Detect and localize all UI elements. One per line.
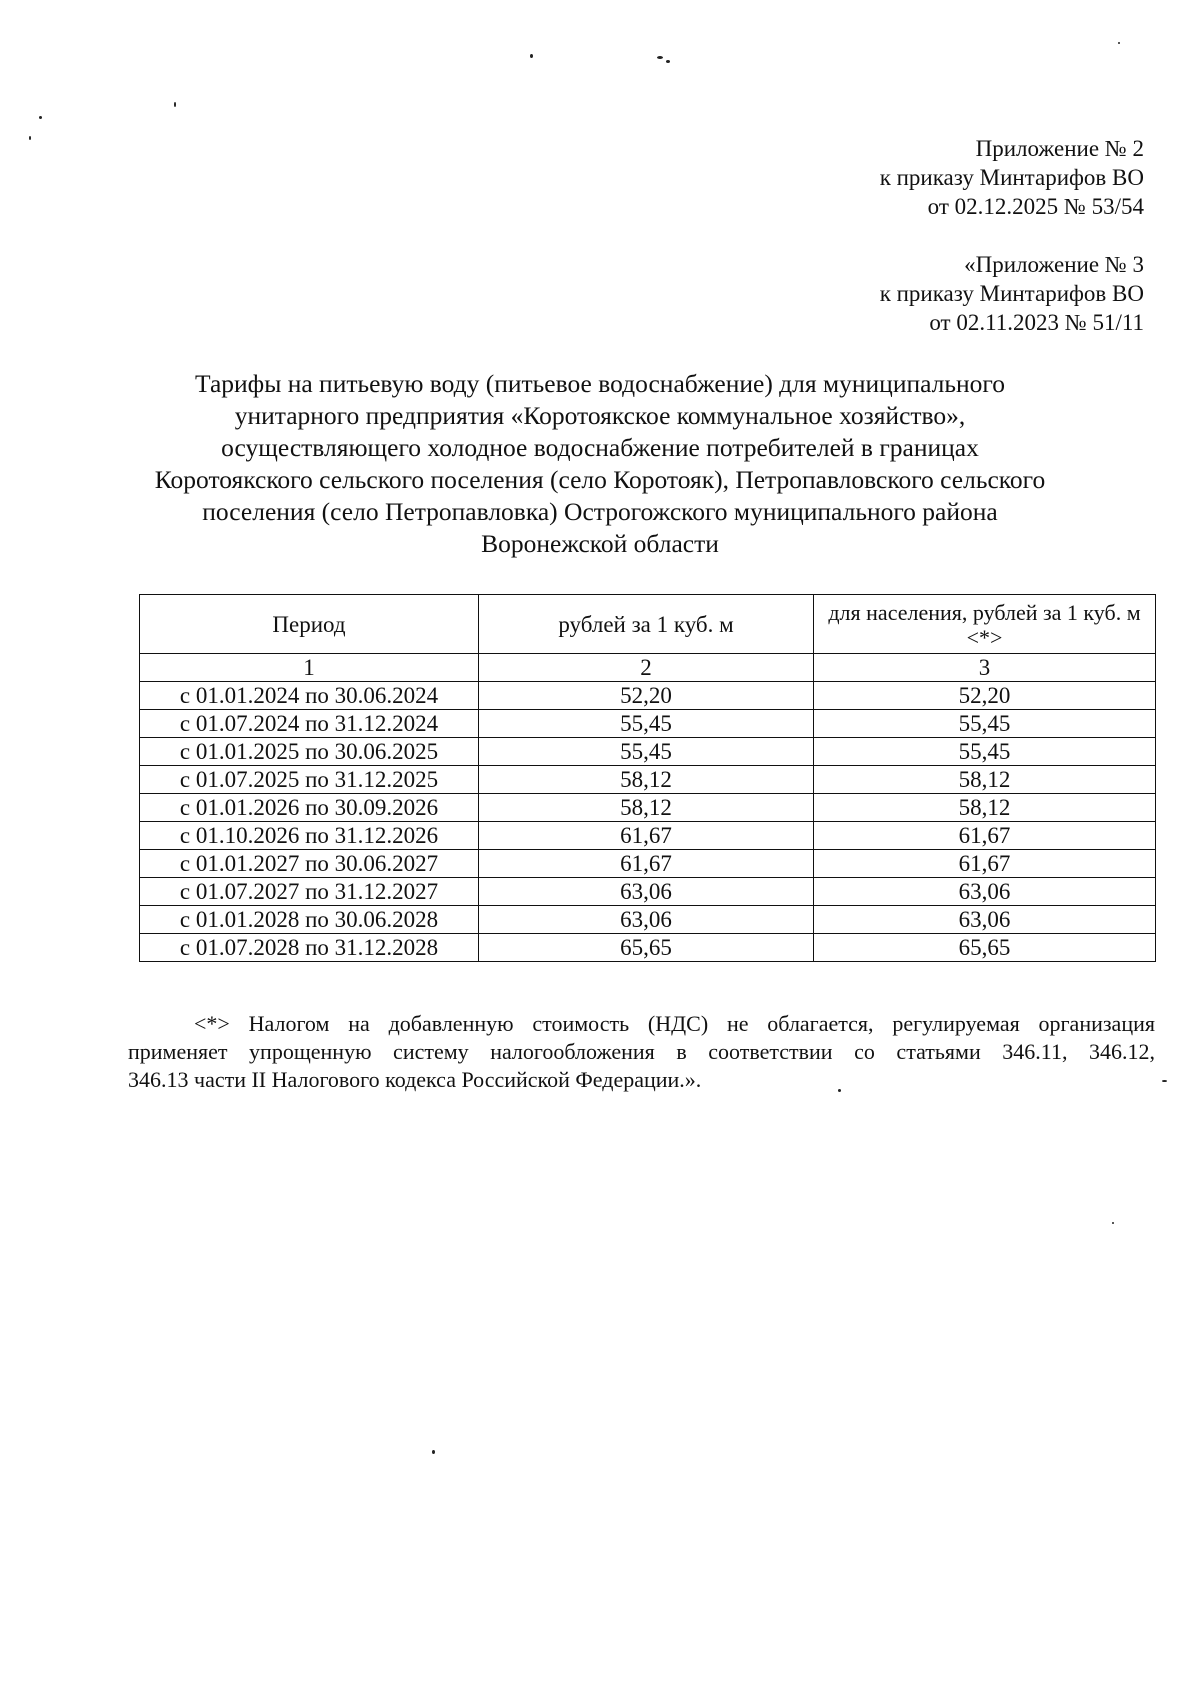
cell-period: с 01.01.2026 по 30.09.2026 xyxy=(140,794,479,822)
table-row xyxy=(140,738,1156,766)
annex-order-date: от 02.12.2025 № 53/54 xyxy=(927,194,1144,219)
scan-speck xyxy=(432,1450,435,1454)
table-row xyxy=(140,906,1156,934)
cell-rate-population: 58,12 xyxy=(814,766,1156,794)
cell-rate: 65,65 xyxy=(479,934,814,962)
table-row xyxy=(140,850,1156,878)
annex-reference-current xyxy=(880,134,1144,221)
cell-rate-population: 61,67 xyxy=(814,850,1156,878)
annex-order-ref: к приказу Минтарифов ВО xyxy=(879,281,1144,306)
cell-rate: 63,06 xyxy=(479,878,814,906)
column-number: 1 xyxy=(140,654,479,682)
header-period: Период xyxy=(140,595,479,654)
footnote xyxy=(128,1010,1155,1094)
document-title xyxy=(100,368,1100,560)
scan-speck xyxy=(29,136,31,140)
column-number: 3 xyxy=(814,654,1156,682)
scan-speck xyxy=(1112,1222,1114,1224)
scan-speck xyxy=(1118,42,1120,44)
scan-speck xyxy=(174,102,176,107)
cell-period: с 01.07.2024 по 31.12.2024 xyxy=(140,710,479,738)
cell-rate-population: 55,45 xyxy=(814,710,1156,738)
tariff-table-body xyxy=(140,682,1156,962)
cell-rate-population: 52,20 xyxy=(814,682,1156,710)
cell-rate-population: 58,12 xyxy=(814,794,1156,822)
cell-period: с 01.01.2027 по 30.06.2027 xyxy=(140,850,479,878)
annex-number: Приложение № 2 xyxy=(975,136,1144,161)
footnote-line: применяет упрощенную систему налогообложения в соответствии со статьями 346.11, 346.12, xyxy=(128,1039,1155,1064)
cell-rate-population: 61,67 xyxy=(814,822,1156,850)
cell-period: с 01.01.2024 по 30.06.2024 xyxy=(140,682,479,710)
cell-rate: 63,06 xyxy=(479,906,814,934)
scan-speck xyxy=(666,60,670,63)
footnote-line: <*> Налогом на добавленную стоимость (НДС) не облагается, регулируемая организация xyxy=(194,1011,1155,1036)
table-header-row xyxy=(140,595,1156,654)
cell-rate: 55,45 xyxy=(479,710,814,738)
cell-period: с 01.07.2027 по 31.12.2027 xyxy=(140,878,479,906)
cell-rate: 58,12 xyxy=(479,794,814,822)
cell-rate: 61,67 xyxy=(479,850,814,878)
table-row xyxy=(140,682,1156,710)
cell-period: с 01.01.2025 по 30.06.2025 xyxy=(140,738,479,766)
title-line: унитарного предприятия «Коротоякское коммунальное хозяйство», xyxy=(234,401,966,430)
table-row xyxy=(140,934,1156,962)
annex-number: «Приложение № 3 xyxy=(964,252,1144,277)
title-line: осуществляющего холодное водоснабжение потребителей в границах xyxy=(221,433,979,462)
cell-rate-population: 63,06 xyxy=(814,878,1156,906)
cell-rate-population: 63,06 xyxy=(814,906,1156,934)
table-row xyxy=(140,710,1156,738)
annex-order-ref: к приказу Минтарифов ВО xyxy=(879,165,1144,190)
scan-speck xyxy=(530,54,533,58)
cell-period: с 01.01.2028 по 30.06.2028 xyxy=(140,906,479,934)
cell-period: с 01.07.2028 по 31.12.2028 xyxy=(140,934,479,962)
annex-reference-previous xyxy=(880,250,1144,337)
tariff-table xyxy=(139,594,1156,962)
column-number: 2 xyxy=(479,654,814,682)
annex-order-date: от 02.11.2023 № 51/11 xyxy=(929,310,1144,335)
table-row xyxy=(140,794,1156,822)
scan-speck xyxy=(657,56,663,59)
cell-rate-population: 65,65 xyxy=(814,934,1156,962)
title-line: поселения (село Петропавловка) Острогожского муниципального района xyxy=(202,497,998,526)
table-row xyxy=(140,766,1156,794)
scan-speck xyxy=(1162,1080,1167,1082)
title-line: Тарифы на питьевую воду (питьевое водоснабжение) для муниципального xyxy=(195,369,1005,398)
table-row xyxy=(140,822,1156,850)
header-rate-population: для населения, рублей за 1 куб. м <*> xyxy=(814,595,1156,654)
table-row xyxy=(140,878,1156,906)
header-rate: рублей за 1 куб. м xyxy=(479,595,814,654)
cell-rate: 55,45 xyxy=(479,738,814,766)
cell-rate: 52,20 xyxy=(479,682,814,710)
footnote-line: 346.13 части II Налогового кодекса Российской Федерации.». xyxy=(128,1067,702,1092)
title-line: Коротоякского сельского поселения (село Коротояк), Петропавловского сельского xyxy=(154,465,1046,494)
cell-period: с 01.07.2025 по 31.12.2025 xyxy=(140,766,479,794)
title-line: Воронежской области xyxy=(481,529,719,558)
scan-speck xyxy=(39,116,42,119)
cell-rate: 61,67 xyxy=(479,822,814,850)
column-number-row xyxy=(140,654,1156,682)
cell-rate-population: 55,45 xyxy=(814,738,1156,766)
cell-period: с 01.10.2026 по 31.12.2026 xyxy=(140,822,479,850)
cell-rate: 58,12 xyxy=(479,766,814,794)
